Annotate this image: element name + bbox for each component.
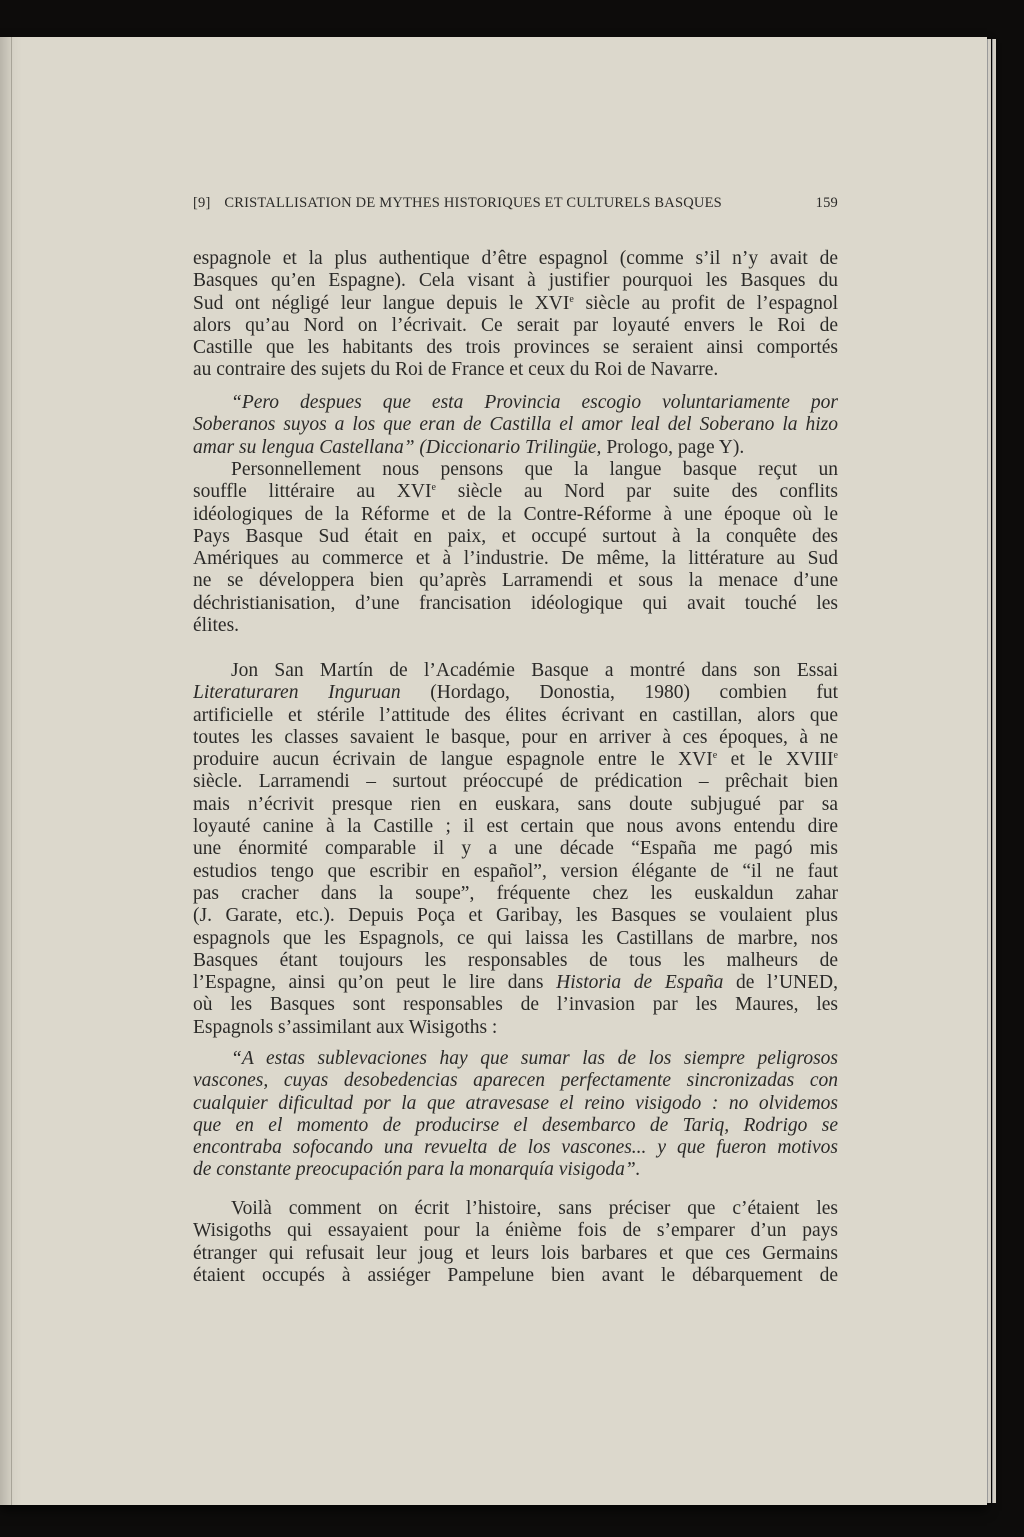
text-line: [193, 293, 838, 315]
text-line: [193, 504, 838, 526]
italic-text: Soberanos suyos a los que eran de Castilla el amor leal del Soberano la hizo: [193, 414, 838, 436]
text-line: [193, 526, 838, 548]
superscript: e: [569, 293, 574, 305]
text-line: [193, 1159, 838, 1181]
roman-text: Sud ont négligé leur langue depuis le XVI: [193, 292, 570, 314]
paragraph: [193, 1198, 838, 1287]
text-line: [193, 593, 838, 615]
text-line: [193, 883, 838, 905]
paragraph: [193, 459, 838, 637]
italic-text: “A estas sublevaciones hay que sumar las de los siempre peligrosos: [231, 1048, 838, 1069]
text-line: [193, 270, 838, 292]
text-line: [193, 705, 838, 727]
text-line: [193, 1265, 838, 1287]
text-line: [193, 414, 838, 436]
roman-text: siècle au Nord par suite des conflits: [435, 481, 838, 503]
text-line: [193, 1048, 838, 1070]
roman-text: espagnole et la plus authentique d’être espagnol (comme s’il n’y avait de: [193, 248, 838, 269]
text-line: [193, 481, 838, 503]
roman-text: de l’UNED,: [723, 972, 838, 994]
page-number: 159: [815, 195, 838, 211]
roman-text: siècle au profit de l’espagnol: [573, 292, 838, 314]
roman-text: et le XVIII: [717, 749, 834, 771]
text-line: [193, 437, 838, 459]
text-line: [193, 682, 838, 704]
roman-text: déchristianisation, d’une francisation idéologique qui avait touché les: [193, 592, 838, 614]
italic-text: vascones, cuyas desobedencias aparecen perfectamente sincronizadas con: [193, 1070, 838, 1092]
block-quote: [193, 1048, 838, 1182]
text-line: [193, 1115, 838, 1137]
roman-text: souffle littéraire au XVI: [193, 481, 432, 503]
text-line: [193, 861, 838, 883]
roman-text: Jon San Martín de l’Académie Basque a montré dans son Essai: [231, 660, 838, 681]
roman-text: Amériques au commerce et à l’industrie. De même, la littérature au Sud: [193, 548, 838, 570]
text-line: [193, 771, 838, 793]
superscript: e: [833, 750, 838, 762]
roman-text: Castille que les habitants des trois provinces se seraient ainsi comportés: [193, 337, 838, 359]
text-line: [193, 838, 838, 860]
roman-text: Personnellement nous pensons que la langue basque reçut un: [231, 459, 838, 480]
page-stack-edge: [987, 39, 991, 1503]
paragraph: [193, 660, 838, 1039]
paragraph: [193, 248, 838, 382]
text-line: [193, 359, 838, 381]
text-line: [193, 972, 838, 994]
roman-text: espagnols que les Espagnols, ce qui laissa les Castillans de marbre, nos: [193, 927, 838, 949]
superscript: e: [431, 482, 436, 494]
roman-text: l’Espagne, ainsi qu’on peut le lire dans: [193, 972, 557, 994]
text-line: [193, 1137, 838, 1159]
roman-text: produire aucun écrivain de langue espagnole entre le XVI: [193, 749, 713, 771]
roman-text: artificielle et stérile l’attitude des élites écrivant en castillan, alors que: [193, 704, 838, 726]
roman-text: Voilà comment on écrit l’histoire, sans préciser que c’étaient les: [231, 1198, 838, 1219]
section-number: [9]: [193, 195, 211, 211]
running-title: CRISTALLISATION DE MYTHES HISTORIQUES ET CULTURELS BASQUES: [224, 195, 722, 211]
roman-text: étranger qui refusait leur joug et leurs lois barbares et que ces Germains: [193, 1242, 838, 1264]
running-header: [193, 195, 838, 212]
italic-text: de constante preocupación para la monarquía visigoda”.: [193, 1159, 641, 1181]
italic-text: Historia de España: [556, 972, 724, 994]
roman-text: Basques étant toujours les responsables de tous les malheurs de: [193, 949, 838, 971]
italic-text: que en el momento de producirse el desembarco de Tariq, Rodrigo se: [193, 1114, 838, 1136]
page-stack-edge: [992, 39, 996, 1503]
roman-text: (J. Garate, etc.). Depuis Poça et Garibay, les Basques se voulaient plus: [193, 905, 838, 927]
roman-text: estudios tengo que escribir en español”, version élégante de “il ne faut: [193, 860, 838, 882]
text-line: [193, 1243, 838, 1265]
italic-text: Literaturaren Inguruan: [193, 682, 401, 704]
roman-text: élites.: [193, 615, 240, 637]
gutter-fold: [11, 37, 12, 1505]
text-line: [193, 950, 838, 972]
roman-text: ne se développera bien qu’après Larramendi et sous la menace d’une: [193, 570, 838, 592]
text-line: [193, 548, 838, 570]
text-line: [193, 1017, 838, 1039]
roman-text: Prologo, page Y).: [601, 436, 745, 458]
roman-text: Wisigoths qui essayaient pour la énième fois de s’emparer d’un pays: [193, 1220, 838, 1242]
text-line: [193, 794, 838, 816]
roman-text: (Hordago, Donostia, 1980) combien fut: [400, 682, 838, 704]
roman-text: loyauté canine à la Castille ; il est certain que nous avons entendu dire: [193, 816, 838, 838]
text-line: [193, 459, 838, 481]
text-line: [193, 248, 838, 270]
italic-text: amar su lengua Castellana” (Diccionario Trilingüe,: [193, 436, 602, 458]
roman-text: où les Basques sont responsables de l’invasion par les Maures, les: [193, 994, 838, 1016]
roman-text: mais n’écrivit presque rien en euskara, sans doute subjugué par sa: [193, 793, 838, 815]
italic-text: “Pero despues que esta Provincia escogio voluntariamente por: [231, 392, 838, 413]
roman-text: toutes les classes savaient le basque, pour en arriver à ces époques, à ne: [193, 726, 838, 748]
text-line: [193, 392, 838, 414]
roman-text: Pays Basque Sud était en paix, et occupé surtout à la conquête des: [193, 525, 838, 547]
roman-text: pas cracher dans la soupe”, fréquente chez les euskaldun zahar: [193, 882, 838, 904]
text-line: [193, 315, 838, 337]
roman-text: une énormité comparable il y a une décade “España me pagó mis: [193, 838, 838, 860]
text-line: [193, 570, 838, 592]
roman-text: idéologiques de la Réforme et de la Contre-Réforme à une époque où le: [193, 503, 838, 525]
roman-text: au contraire des sujets du Roi de France et ceux du Roi de Navarre.: [193, 359, 719, 381]
text-line: [193, 615, 838, 637]
text-line: [193, 660, 838, 682]
text-line: [193, 1093, 838, 1115]
text-line: [193, 928, 838, 950]
text-line: [193, 1220, 838, 1242]
block-quote: [193, 392, 838, 459]
text-line: [193, 905, 838, 927]
roman-text: siècle. Larramendi – surtout préoccupé de prédication – prêchait bien: [193, 771, 838, 793]
roman-text: Basques qu’en Espagne). Cela visant à justifier pourquoi les Basques du: [193, 270, 838, 292]
text-line: [193, 1198, 838, 1220]
roman-text: étaient occupés à assiéger Pampelune bien avant le débarquement de: [193, 1264, 838, 1286]
italic-text: encontraba sofocando una revuelta de los vascones... y que fueron motivos: [193, 1137, 838, 1159]
text-line: [193, 749, 838, 771]
text-line: [193, 727, 838, 749]
superscript: e: [712, 750, 718, 762]
roman-text: alors qu’au Nord on l’écrivait. Ce serait par loyauté envers le Roi de: [193, 314, 838, 336]
text-line: [193, 994, 838, 1016]
text-line: [193, 1070, 838, 1092]
italic-text: cualquier dificultad por la que atravesase el reino visigodo : no olvidemos: [193, 1092, 838, 1114]
roman-text: Espagnols s’assimilant aux Wisigoths :: [193, 1016, 498, 1038]
text-line: [193, 816, 838, 838]
text-line: [193, 337, 838, 359]
